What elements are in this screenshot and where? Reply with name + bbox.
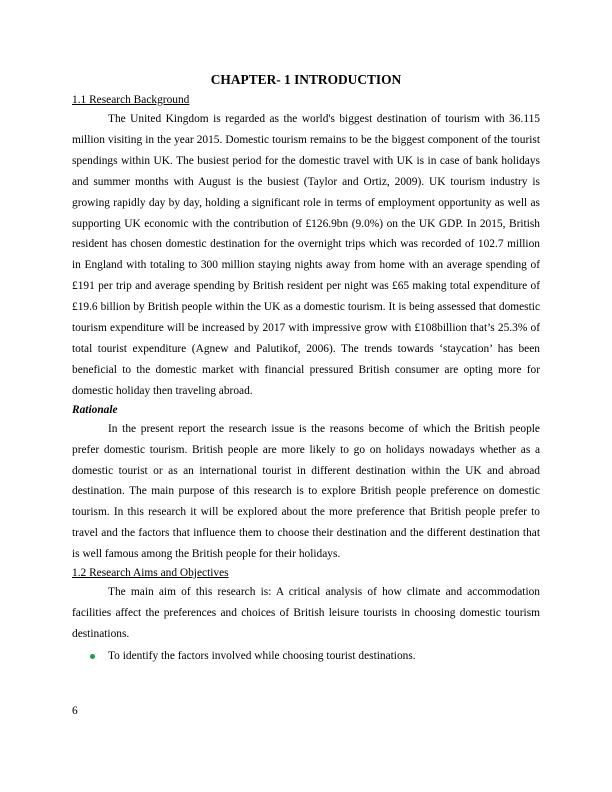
chapter-title: CHAPTER- 1 INTRODUCTION: [210, 72, 402, 87]
aims-paragraph: The main aim of this research is: A critical analysis of how climate and accommodation facilities affect the preferences and choices of British leisure tourists in choosing domestic tourism destinations.: [72, 586, 540, 640]
bullet-icon: [90, 654, 95, 659]
aims-objectives-heading: 1.2 Research Aims and Objectives: [72, 567, 229, 580]
research-background-paragraph: The United Kingdom is regarded as the world's biggest destination of tourism with 36.115 million visiting in the year 2015. Domestic tourism remains to be the biggest component of the tourist spendings within UK. The busiest period for the domestic travel with UK is in case of bank holidays and summer months with August is the busiest (Taylor and Ortiz, 2009). UK tourism industry is growing rapidly day by day, holding a significant role in terms of employment opportunity as well as supporting UK economic with the contribution of £126.9bn (9.0%) on the UK GDP. In 2015, British resident has chosen domestic destination for the overnight trips which was recorded of 102.7 million in England with totaling to 300 million staying nights away from home with an average spending of £191 per trip and average spending by British resident per night was £65 making total expenditure of £19.6 billion by British people within the UK as a domestic tourism. It is being assessed that domestic tourism expenditure will be increased by 2017 with impressive grow with £108billion that’s 25.3% of total tourist expenditure (Agnew and Palutikof, 2006). The trends towards ‘staycation’ has been beneficial to the domestic market with financial pressured British consumer are opting more for domestic holiday then traveling abroad.: [72, 113, 540, 397]
objectives-list: [72, 646, 540, 667]
rationale-paragraph: In the present report the research issue is the reasons become of which the British people prefer domestic tourism. British people are more likely to go on holidays nowadays whether as a domestic tourist or as an international tourist in different destination within the UK and abroad destination. The main purpose of this research is to explore British people preference on domestic tourism. In this research it will be explored about the more preference that British people prefer to travel and the factors that influence them to choose their destination and the different destination that is well famous among the British people for their holidays.: [72, 422, 540, 561]
list-item: [72, 646, 540, 667]
objective-text: To identify the factors involved while choosing tourist destinations.: [108, 649, 416, 662]
research-background-heading: 1.1 Research Background: [72, 94, 190, 106]
rationale-heading: Rationale: [72, 403, 118, 416]
page-content: [72, 72, 540, 667]
page-number: 6: [72, 705, 78, 717]
